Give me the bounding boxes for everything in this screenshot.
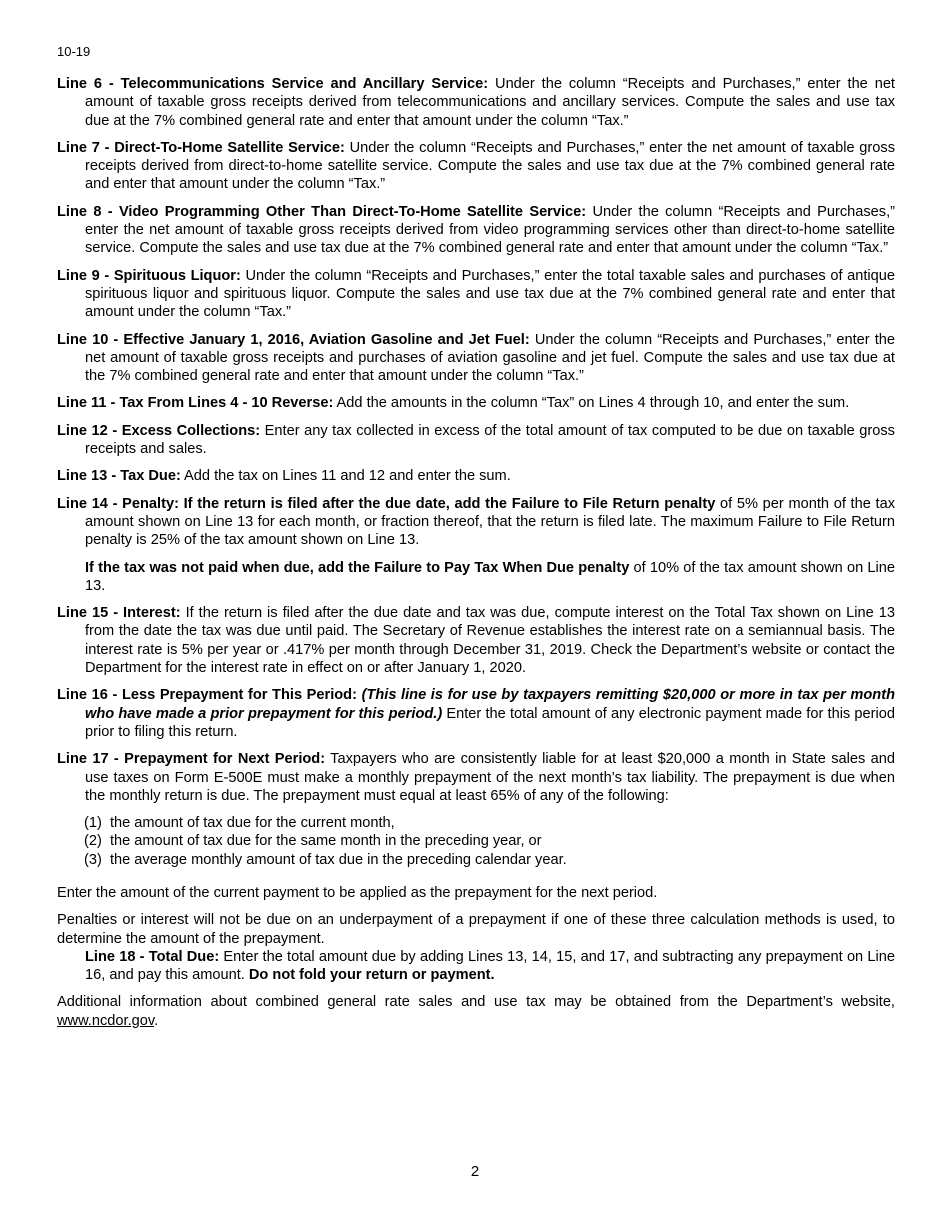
- instructions-body: [57, 75, 895, 1039]
- line-label: Line 10 - Effective January 1, 2016, Aviation Gasoline and Jet Fuel:: [57, 331, 530, 348]
- line-text: Under the column “Receipts and Purchases,” enter the net amount of taxable gross receipts and purchases of aviation gasoline and jet fuel. Compute the sales and use tax due at the 7% combined general rate and enter that amount under the column “Tax.”: [85, 331, 896, 385]
- line-text: Under the column “Receipts and Purchases,” enter the net amount of taxable gross receipts derived from direct-to-home satellite service. Compute the sales and use tax due at the 7% combined general rate and enter that amount under the column “Tax.”: [85, 139, 895, 193]
- additional-info: [57, 993, 895, 1030]
- line-14-instruction: [57, 495, 895, 550]
- line-label: Line 15 - Interest:: [57, 605, 181, 622]
- line-label: Line 14 - Penalty:: [57, 495, 179, 512]
- line-label: Line 17 - Prepayment for Next Period:: [57, 751, 326, 768]
- line-10-instruction: [57, 331, 895, 386]
- line-label: Line 18 - Total Due:: [85, 948, 220, 965]
- line-label: Line 9 - Spirituous Liquor:: [57, 267, 241, 284]
- line-text: Under the column “Receipts and Purchases,” enter the net amount of taxable gross receipts derived from video programming services other than direct-to-home satellite service. Compute the sales and use tax due at the 7% combined general rate and enter that amount under the column “Tax.”: [85, 203, 896, 257]
- line-bold-text: Do not fold your return or payment.: [248, 967, 495, 984]
- line-12-instruction: [57, 422, 895, 459]
- line-label: Line 16 - Less Prepayment for This Period:: [57, 687, 357, 704]
- current-payment-note: Enter the amount of the current payment to be applied as the prepayment for the next period.: [57, 884, 658, 901]
- line-label: Line 8 - Video Programming Other Than Direct-To-Home Satellite Service:: [57, 203, 587, 220]
- line-17-instruction: [57, 750, 895, 805]
- line-bold-text: If the tax was not paid when due, add the Failure to Pay Tax When Due penalty: [85, 559, 630, 576]
- list-item: (3) the average monthly amount of tax due in the preceding calendar year.: [84, 851, 567, 868]
- line-bold-text: If the return is filed after the due date, add the Failure to File Return penalty: [178, 495, 716, 512]
- line-label: Line 12 - Excess Collections:: [57, 422, 261, 439]
- form-revision-code: 10-19: [57, 44, 91, 59]
- line-text: Enter any tax collected in excess of the total amount of tax computed to be due on taxable gross receipts and sales.: [85, 422, 895, 458]
- line-11-instruction: [57, 394, 895, 412]
- line-6-instruction: [57, 75, 895, 130]
- line-text: Add the tax on Lines 11 and 12 and enter the sum.: [180, 468, 511, 485]
- line-13-instruction: [57, 467, 895, 485]
- line-text: Under the column “Receipts and Purchases,” enter the net amount of taxable gross receipts derived from telecommunications and ancillary services. Compute the sales and use tax due at the 7% combined general rate and enter that amount under the column “Tax.”: [85, 76, 895, 129]
- line-text: of 5% per month of the tax amount shown on Line 13 for each month, or fraction thereof, that the return is filed late. The maximum Failure to File Return penalty is 25% of the tax amount shown on Line 13.: [85, 495, 896, 549]
- line-label: Line 7 - Direct-To-Home Satellite Service:: [57, 139, 345, 156]
- line-8-instruction: [57, 203, 895, 258]
- line-italic-note: (This line is for use by taxpayers remitting $20,000 or more in tax per month who have made a prior prepayment for this period.): [85, 687, 895, 722]
- line-label: Line 6 - Telecommunications Service and Ancillary Service:: [57, 76, 489, 92]
- line-15-instruction: [57, 604, 895, 677]
- line-7-instruction: [57, 139, 895, 194]
- list-item: (1) the amount of tax due for the current month,: [84, 815, 395, 832]
- line-text: Enter the total amount due by adding Lines 13, 14, 15, and 17, and subtracting any prepayment on Line 16, and pay this amount.: [85, 948, 895, 984]
- line-9-instruction: [57, 267, 895, 322]
- prepayment-methods-list: [84, 814, 895, 869]
- line-text: Enter the total amount of any electronic payment made for this period prior to filing this return.: [85, 705, 895, 740]
- penalties-note: Penalties or interest will not be due on an underpayment of a prepayment if one of these three calculation methods is used, to determine the amount of the prepayment.: [57, 912, 895, 947]
- line-label: Line 13 - Tax Due:: [57, 468, 181, 485]
- line-label: Line 11 - Tax From Lines 4 - 10 Reverse:: [57, 395, 334, 412]
- line-text: Add the amounts in the column “Tax” on Lines 4 through 10, and enter the sum.: [333, 395, 850, 412]
- info-text: Additional information about combined general rate sales and use tax may be obtained from the Department’s website,: [57, 994, 895, 1011]
- line-text: of 10% of the tax amount shown on Line 13.: [85, 559, 895, 594]
- page-number: 2: [470, 1163, 480, 1180]
- line-text: Under the column “Receipts and Purchases,” enter the total taxable sales and purchases of antique spirituous liquor and spirituous liquor. Compute the sales and use tax due at the 7% combined general rate and enter that amount under the column “Tax.”: [85, 267, 895, 321]
- line-text: Taxpayers who are consistently liable for at least $20,000 a month in State sales and use taxes on Form E-500E must make a monthly prepayment of the next month’s tax liability. The prepayment is due when the monthly return is due. The prepayment must equal at least 65% of any of the following:: [85, 751, 895, 804]
- line-14-pay-penalty: [57, 559, 895, 596]
- line-text: If the return is filed after the due date and tax was due, compute interest on the Total Tax shown on Line 13 from the date the tax was due until paid. The Secretary of Revenue establishes the interest rate on a semiannual basis. The interest rate is 5% per year or .417% per month through December 31, 2019. Check the Department’s website or contact the Department for the interest rate in effect on or after January 1, 2020.: [85, 605, 895, 677]
- line-16-instruction: [57, 686, 895, 741]
- line-18-instruction: [57, 948, 895, 985]
- info-end: .: [154, 1012, 159, 1029]
- list-item: (2) the amount of tax due for the same month in the preceding year, or: [84, 833, 542, 850]
- website-link[interactable]: www.ncdor.gov: [57, 1012, 155, 1029]
